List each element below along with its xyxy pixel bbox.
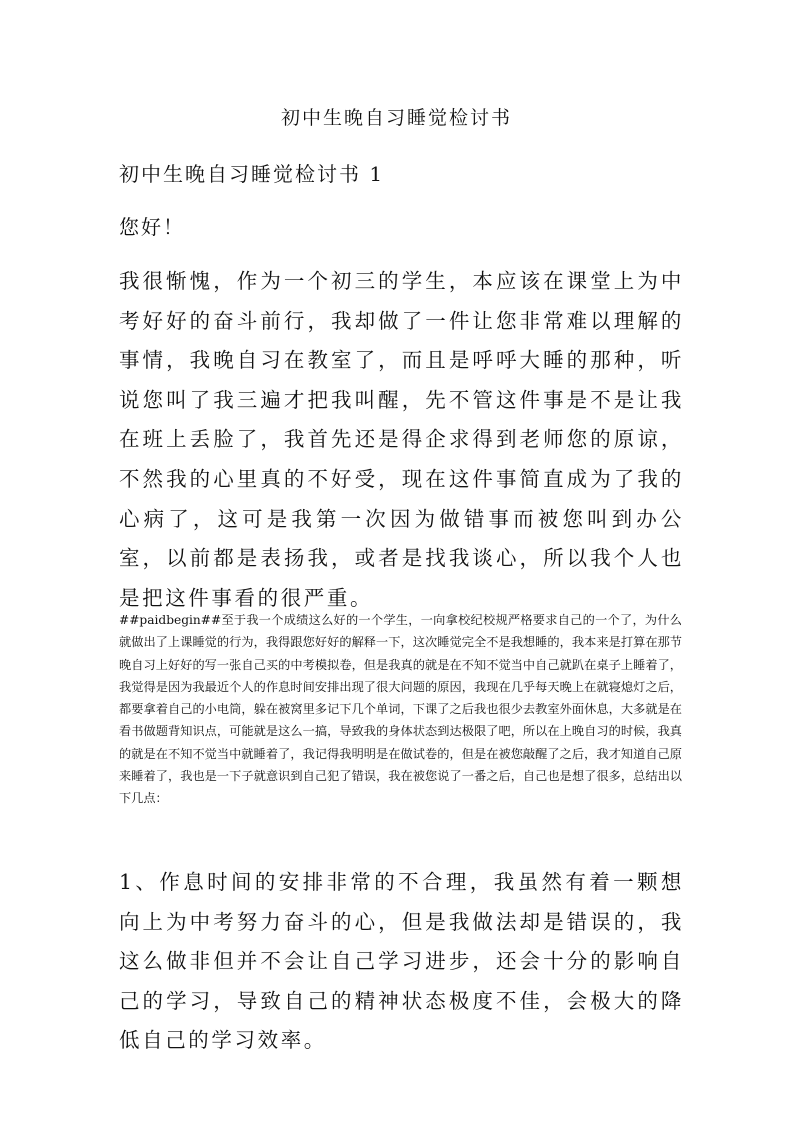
section-heading: 初中生晚自习睡觉检讨书 1: [119, 162, 385, 186]
paragraph-2: ##paidbegin##至于我一个成绩这么好的一个学生，一向拿校纪校规严格要求自己的一个了，为什么就做出了上课睡觉的行为，我得跟您好好的解释一下，这次睡觉完全不是我想睡的，我本来是打算在那节晚自习上好好的写一张自己买的中考模拟卷，但是我真的就是在不知不觉当中自己就趴在桌子上睡着了，我觉得是因为我最近个人的作息时间安排出现了很大问题的原因，我现在几乎每天晚上在就寝熄灯之后，都要拿着自己的小电筒，躲在被窝里多记下几个单词，下课了之后我也很少去教室外面休息，大多就是在看书做题背知识点，可能就是这么一搞，导致我的身体状态到达极限了吧，所以在上晚自习的时候，我真的就是在不知不觉当中就睡着了，我记得我明明是在做试卷的，但是在被您敲醒了之后，我才知道自己原来睡着了，我也是一下子就意识到自己犯了错误，我在被您说了一番之后，自己也是想了很多，总结出以下几点：: [119, 613, 682, 806]
document-title: 初中生晚自习睡觉检讨书: [280, 107, 512, 129]
paragraph-1: 我很惭愧，作为一个初三的学生，本应该在课堂上为中考好好的奋斗前行，我却做了一件让您非常难以理解的事情，我晚自习在教室了，而且是呼呼大睡的那种，听说您叫了我三遍才把我叫醒，先不管这件事是不是让我在班上丢脸了，我首先还是得企求得到老师您的原谅，不然我的心里真的不好受，现在这件事简直成为了我的心病了，这可是我第一次因为做错事而被您叫到办公室，以前都是表扬我，或者是找我谈心，所以我个人也是把这件事看的很严重。: [119, 269, 684, 610]
greeting: 您好！: [119, 215, 185, 239]
paragraph-3: 1、作息时间的安排非常的不合理，我虽然有着一颗想向上为中考努力奋斗的心，但是我做法却是错误的，我这么做非但并不会让自己学习进步，还会十分的影响自己的学习，导致自己的精神状态极度不佳，会极大的降低自己的学习效率。: [119, 870, 684, 1053]
